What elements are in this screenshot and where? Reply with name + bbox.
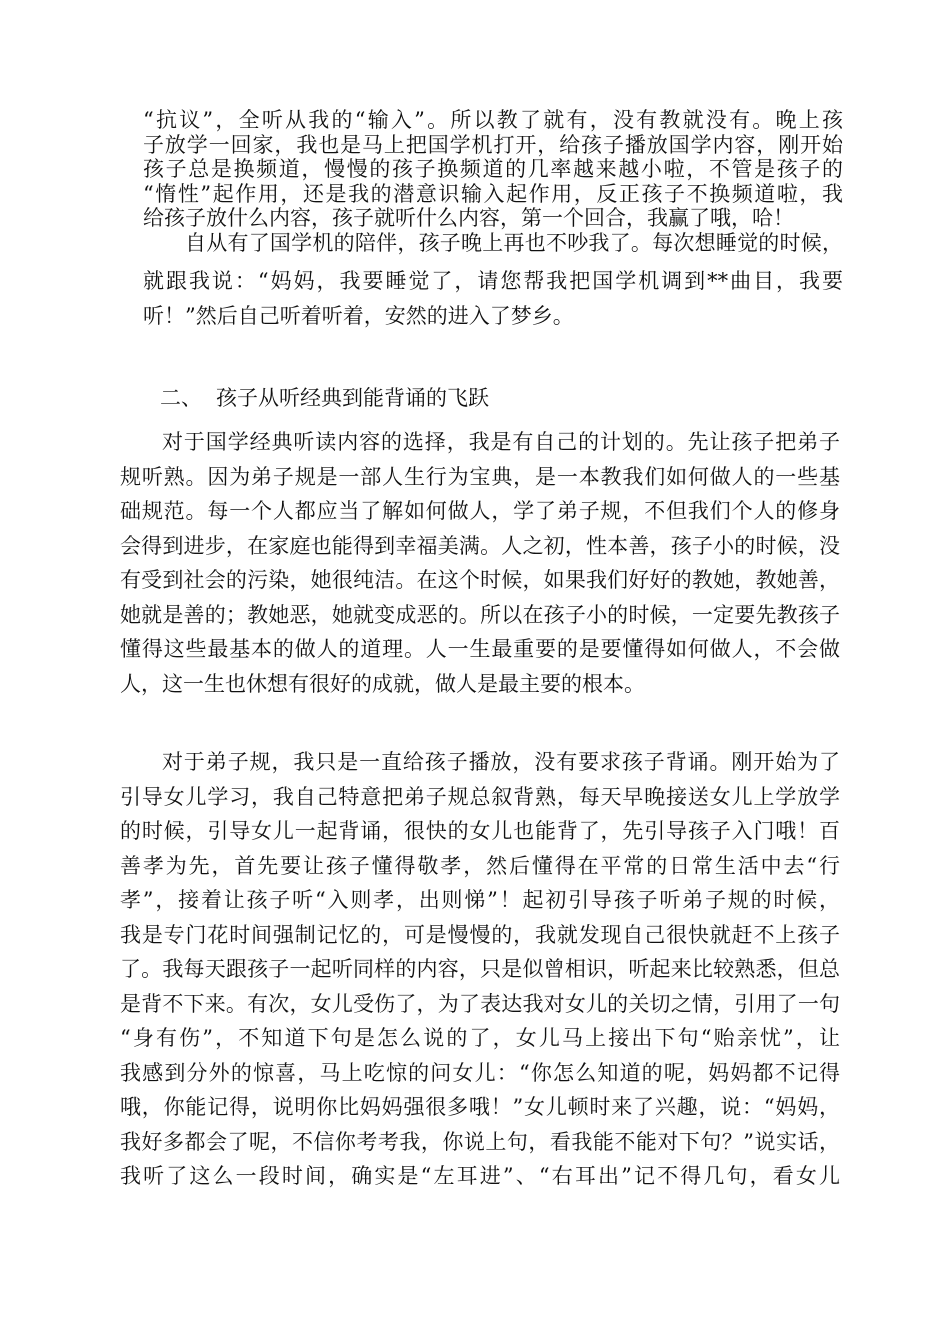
text-line: 孩子总是换频道，慢慢的孩子换频道的几率越来越小啦，不管是孩子的 — [143, 157, 843, 182]
text-line: 了。我每天跟孩子一起听同样的内容，只是似曾相识，听起来比较熟悉，但总 — [120, 957, 840, 981]
text-line: 对于弟子规，我只是一直给孩子播放，没有要求孩子背诵。刚开始为了 — [162, 750, 840, 774]
text-line: 就跟我说：“妈妈，我要睡觉了，请您帮我把国学机调到**曲目，我要 — [143, 269, 843, 293]
text-line: 自从有了国学机的陪伴，孩子晚上再也不吵我了。每次想睡觉的时候， — [185, 230, 843, 255]
section-title: 孩子从听经典到能背诵的飞跃 — [216, 386, 489, 410]
text-line: 是背不下来。有次，女儿受伤了，为了表达我对女儿的关切之情，引用了一句 — [120, 991, 840, 1016]
text-line: 有受到社会的污染，她很纯洁。在这个时候，如果我们好好的教她，教她善， — [120, 568, 840, 592]
text-line: “抗议”，全听从我的“输入”。所以教了就有，没有教就没有。晚上孩 — [143, 108, 843, 132]
text-line: “惰性”起作用，还是我的潜意识输入起作用，反正孩子不换频道啦，我 — [143, 181, 843, 206]
text-line: “身有伤”，不知道下句是怎么说的了，女儿马上接出下句“贻亲忧”，让 — [120, 1026, 840, 1050]
section1-continued-text — [143, 264, 843, 333]
section-number: 二、 — [160, 386, 202, 410]
text-line: 的时候，引导女儿一起背诵，很快的女儿也能背了，先引导孩子入门哦！百 — [120, 819, 840, 843]
text-line: 哦，你能记得，说明你比妈妈强很多哦！”女儿顿时来了兴趣，说：“妈妈， — [120, 1095, 840, 1119]
text-line: 对于国学经典听读内容的选择，我是有自己的计划的。先让孩子把弟子 — [162, 430, 840, 454]
text-line: 我听了这么一段时间，确实是“左耳进”、“右耳出”记不得几句，看女儿 — [120, 1164, 840, 1188]
text-line: 础规范。每一个人都应当了解如何做人，学了弟子规，不但我们个人的修身 — [120, 499, 840, 523]
text-line: 人，这一生也休想有很好的成就，做人是最主要的根本。 — [120, 671, 645, 696]
text-line: 听！”然后自己听着听着，安然的进入了梦乡。 — [143, 303, 574, 328]
text-line: 我是专门花时间强制记忆的，可是慢慢的，我就发现自己很快就赶不上孩子 — [120, 922, 840, 947]
section1-tight-text — [143, 108, 843, 256]
text-line: 我好多都会了呢，不信你考考我，你说上句，看我能不能对下句？”说实话， — [120, 1129, 840, 1154]
text-line: 我感到分外的惊喜，马上吃惊的问女儿：“你怎么知道的呢，妈妈都不记得 — [120, 1060, 840, 1085]
text-line: 孝”，接着让孩子听“入则孝，出则悌”！起初引导孩子听弟子规的时候， — [120, 888, 840, 912]
text-line: 给孩子放什么内容，孩子就听什么内容，第一个回合，我赢了哦，哈！ — [143, 206, 794, 231]
text-line: 规听熟。因为弟子规是一部人生行为宝典，是一本教我们如何做人的一些基 — [120, 464, 840, 489]
paragraph-3 — [120, 745, 840, 1194]
text-line: 引导女儿学习，我自己特意把弟子规总叙背熟，每天早晚接送女儿上学放学 — [120, 784, 840, 809]
paragraph-2 — [120, 425, 840, 701]
text-line: 她就是善的；教她恶，她就变成恶的。所以在孩子小的时候，一定要先教孩子 — [120, 602, 840, 627]
section-heading — [160, 383, 489, 413]
text-line: 善孝为先，首先要让孩子懂得敬孝，然后懂得在平常的日常生活中去“行 — [120, 853, 840, 878]
text-line: 子放学一回家，我也是马上把国学机打开，给孩子播放国学内容，刚开始 — [143, 132, 843, 157]
text-line: 会得到进步，在家庭也能得到幸福美满。人之初，性本善，孩子小的时候，没 — [120, 533, 840, 558]
text-line: 懂得这些最基本的做人的道理。人一生最重要的是要懂得如何做人，不会做 — [120, 637, 840, 661]
